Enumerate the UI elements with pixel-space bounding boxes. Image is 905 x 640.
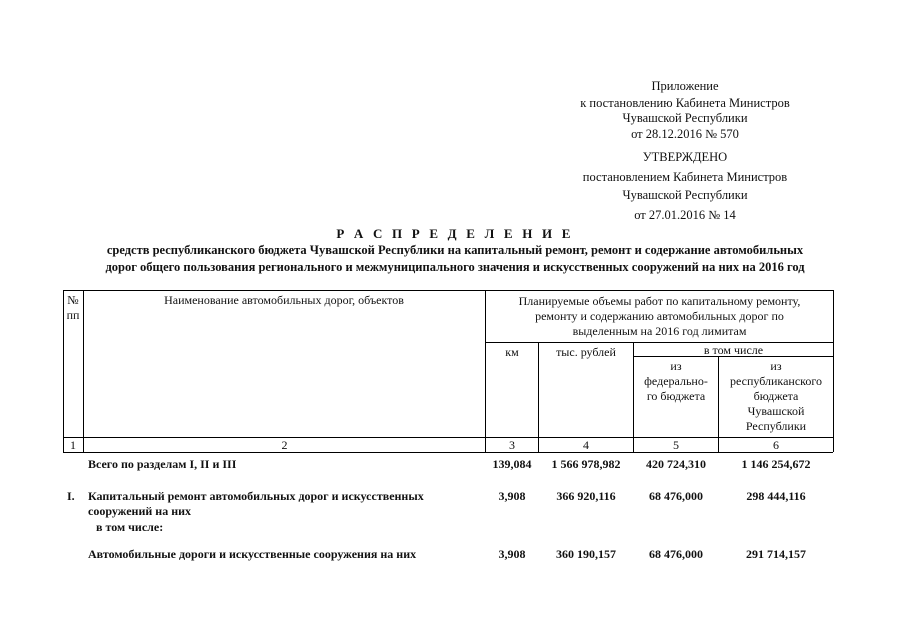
appendix-to-resolution: к постановлению Кабинета Министров bbox=[580, 96, 790, 110]
document-title-line1: средств республиканского бюджета Чувашской Республики на капитальный ремонт, ремонт и содержание автомобильных bbox=[106, 243, 804, 257]
row-federal: 68 476,000 bbox=[649, 547, 703, 561]
appendix-date-number: от 28.12.2016 № 570 bbox=[631, 127, 739, 141]
row-km: 3,908 bbox=[498, 547, 526, 561]
appendix-republic: Чувашской Республики bbox=[622, 111, 748, 125]
header-rub: тыс. рублей bbox=[556, 345, 616, 359]
row-rub: 360 190,157 bbox=[556, 547, 616, 561]
row-incl: в том числе: bbox=[96, 520, 164, 534]
row-name: Автомобильные дороги и искусственные сооружения на них bbox=[88, 547, 417, 561]
approved-republic: Чувашской Республики bbox=[622, 188, 748, 202]
header-republic: из республиканского бюджета Чувашской Республики bbox=[730, 359, 822, 433]
header-num: № пп bbox=[66, 293, 80, 322]
appendix-label: Приложение bbox=[651, 79, 719, 93]
row-federal: 68 476,000 bbox=[649, 489, 703, 503]
col-number-6: 6 bbox=[773, 438, 779, 452]
col-number-3: 3 bbox=[509, 438, 515, 452]
col-number-1: 1 bbox=[70, 438, 76, 452]
col-number-5: 5 bbox=[673, 438, 679, 452]
row-republic: 291 714,157 bbox=[746, 547, 806, 561]
row-name: Всего по разделам I, II и III bbox=[88, 457, 237, 471]
col-number-4: 4 bbox=[583, 438, 589, 452]
row-km: 139,084 bbox=[492, 457, 532, 471]
row-republic: 298 444,116 bbox=[746, 489, 806, 503]
row-rub: 1 566 978,982 bbox=[551, 457, 621, 471]
header-federal: из федерально- го бюджета bbox=[644, 359, 708, 403]
row-km: 3,908 bbox=[498, 489, 526, 503]
header-name: Наименование автомобильных дорог, объектов bbox=[164, 293, 404, 307]
header-km: км bbox=[505, 345, 519, 359]
header-planned: Планируемые объемы работ по капитальному ремонту, ремонту и содержанию автомобильных дорог по выделенным на 2016 год лимитам bbox=[518, 294, 801, 338]
row-name-cont: сооружений на них bbox=[88, 504, 192, 518]
row-name: Капитальный ремонт автомобильных дорог и искусственных bbox=[88, 489, 424, 503]
approved-label: УТВЕРЖДЕНО bbox=[642, 150, 728, 164]
header-incl: в том числе bbox=[703, 343, 764, 357]
row-federal: 420 724,310 bbox=[646, 457, 706, 471]
row-rub: 366 920,116 bbox=[556, 489, 616, 503]
col-number-2: 2 bbox=[281, 438, 288, 452]
document-title-line2: дорог общего пользования регионального и межмуниципального значения и искусственных сооружений на них на 2016 год bbox=[105, 260, 805, 274]
row-num: I. bbox=[67, 489, 75, 503]
approved-by-resolution: постановлением Кабинета Министров bbox=[582, 170, 788, 184]
row-republic: 1 146 254,672 bbox=[741, 457, 811, 471]
document-heading: Р А С П Р Е Д Е Л Е Н И Е bbox=[336, 226, 574, 241]
approved-date-number: от 27.01.2016 № 14 bbox=[634, 208, 736, 222]
